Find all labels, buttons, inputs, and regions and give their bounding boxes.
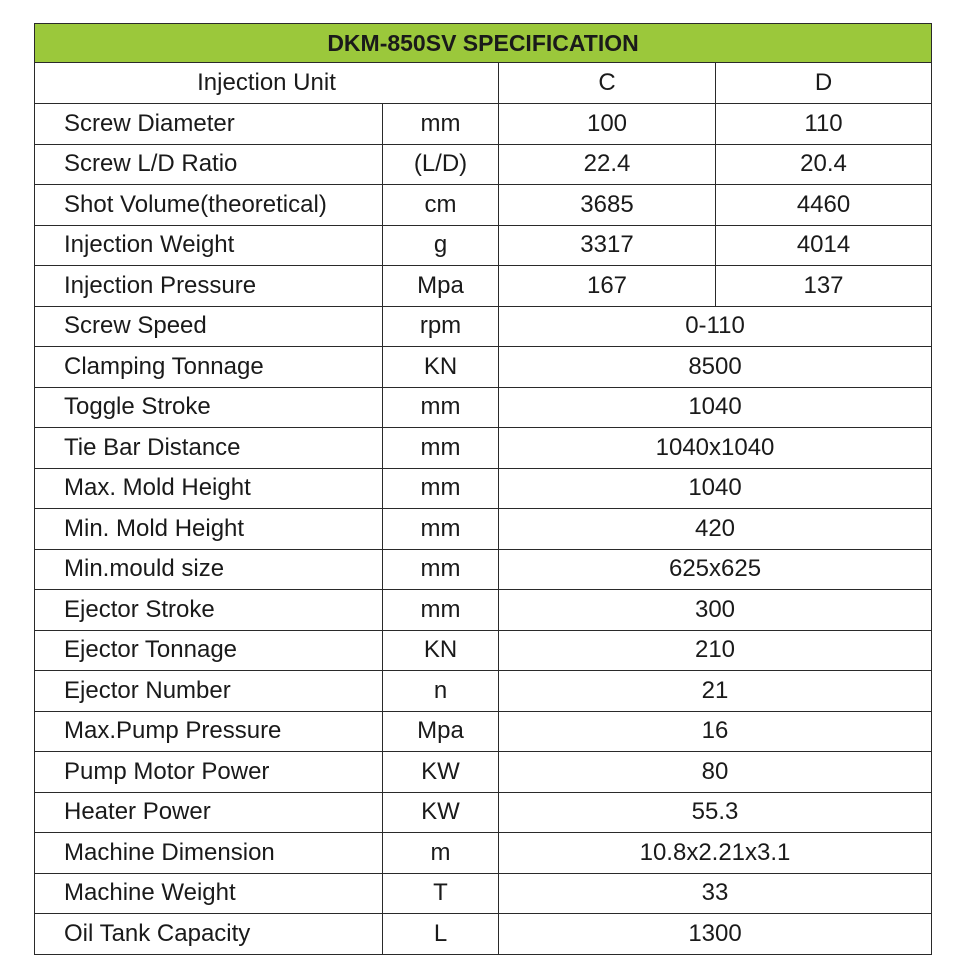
table-row (35, 549, 932, 590)
table-row (35, 873, 932, 914)
table-row (35, 144, 932, 185)
header-row (35, 63, 932, 104)
param-name: Injection Weight (35, 225, 383, 266)
table-row (35, 914, 932, 955)
param-name: Ejector Tonnage (35, 630, 383, 671)
spec-title: DKM-850SV SPECIFICATION (35, 24, 932, 63)
unit-cell: T (383, 873, 499, 914)
table-row (35, 509, 932, 550)
unit-cell: KN (383, 630, 499, 671)
param-name: Tie Bar Distance (35, 428, 383, 469)
table-row (35, 266, 932, 307)
value-cell: 0-110 (499, 306, 932, 347)
spec-table (34, 23, 932, 955)
value-c-cell: 100 (499, 104, 716, 145)
table-row (35, 387, 932, 428)
table-row (35, 347, 932, 388)
table-row (35, 792, 932, 833)
table-row (35, 468, 932, 509)
table-row (35, 671, 932, 712)
unit-cell: n (383, 671, 499, 712)
value-cell: 33 (499, 873, 932, 914)
value-d-cell: 4014 (716, 225, 932, 266)
unit-cell: Mpa (383, 711, 499, 752)
value-c-cell: 3685 (499, 185, 716, 226)
value-cell: 16 (499, 711, 932, 752)
value-c-cell: 3317 (499, 225, 716, 266)
value-cell: 1040 (499, 468, 932, 509)
value-cell: 1040x1040 (499, 428, 932, 469)
injection-unit-header: Injection Unit (35, 63, 499, 104)
param-name: Screw L/D Ratio (35, 144, 383, 185)
table-row (35, 711, 932, 752)
value-d-cell: 4460 (716, 185, 932, 226)
value-d-cell: 20.4 (716, 144, 932, 185)
value-cell: 210 (499, 630, 932, 671)
param-name: Min. Mold Height (35, 509, 383, 550)
unit-cell: mm (383, 509, 499, 550)
param-name: Toggle Stroke (35, 387, 383, 428)
param-name: Screw Diameter (35, 104, 383, 145)
unit-cell: (L/D) (383, 144, 499, 185)
param-name: Max.Pump Pressure (35, 711, 383, 752)
table-row (35, 630, 932, 671)
unit-cell: g (383, 225, 499, 266)
unit-cell: mm (383, 104, 499, 145)
unit-cell: KN (383, 347, 499, 388)
value-cell: 21 (499, 671, 932, 712)
param-name: Shot Volume(theoretical) (35, 185, 383, 226)
param-name: Injection Pressure (35, 266, 383, 307)
value-cell: 80 (499, 752, 932, 793)
value-d-cell: 137 (716, 266, 932, 307)
table-row (35, 590, 932, 631)
unit-cell: KW (383, 792, 499, 833)
value-cell: 625x625 (499, 549, 932, 590)
table-row (35, 104, 932, 145)
unit-cell: mm (383, 549, 499, 590)
param-name: Oil Tank Capacity (35, 914, 383, 955)
param-name: Screw Speed (35, 306, 383, 347)
param-name: Clamping Tonnage (35, 347, 383, 388)
table-row (35, 752, 932, 793)
param-name: Min.mould size (35, 549, 383, 590)
param-name: Machine Dimension (35, 833, 383, 874)
table-row (35, 225, 932, 266)
param-name: Machine Weight (35, 873, 383, 914)
value-cell: 1300 (499, 914, 932, 955)
value-cell: 1040 (499, 387, 932, 428)
value-d-cell: 110 (716, 104, 932, 145)
title-row (35, 24, 932, 63)
value-cell: 420 (499, 509, 932, 550)
param-name: Ejector Number (35, 671, 383, 712)
unit-cell: cm (383, 185, 499, 226)
value-c-cell: 167 (499, 266, 716, 307)
param-name: Ejector Stroke (35, 590, 383, 631)
unit-cell: mm (383, 387, 499, 428)
unit-cell: m (383, 833, 499, 874)
unit-cell: mm (383, 428, 499, 469)
unit-cell: L (383, 914, 499, 955)
unit-cell: mm (383, 590, 499, 631)
param-name: Max. Mold Height (35, 468, 383, 509)
unit-cell: mm (383, 468, 499, 509)
unit-cell: rpm (383, 306, 499, 347)
param-name: Heater Power (35, 792, 383, 833)
column-d-header: D (716, 63, 932, 104)
unit-cell: Mpa (383, 266, 499, 307)
value-cell: 55.3 (499, 792, 932, 833)
unit-cell: KW (383, 752, 499, 793)
value-cell: 10.8x2.21x3.1 (499, 833, 932, 874)
table-row (35, 833, 932, 874)
table-row (35, 428, 932, 469)
param-name: Pump Motor Power (35, 752, 383, 793)
table-row (35, 185, 932, 226)
column-c-header: C (499, 63, 716, 104)
value-c-cell: 22.4 (499, 144, 716, 185)
table-row (35, 306, 932, 347)
value-cell: 8500 (499, 347, 932, 388)
value-cell: 300 (499, 590, 932, 631)
